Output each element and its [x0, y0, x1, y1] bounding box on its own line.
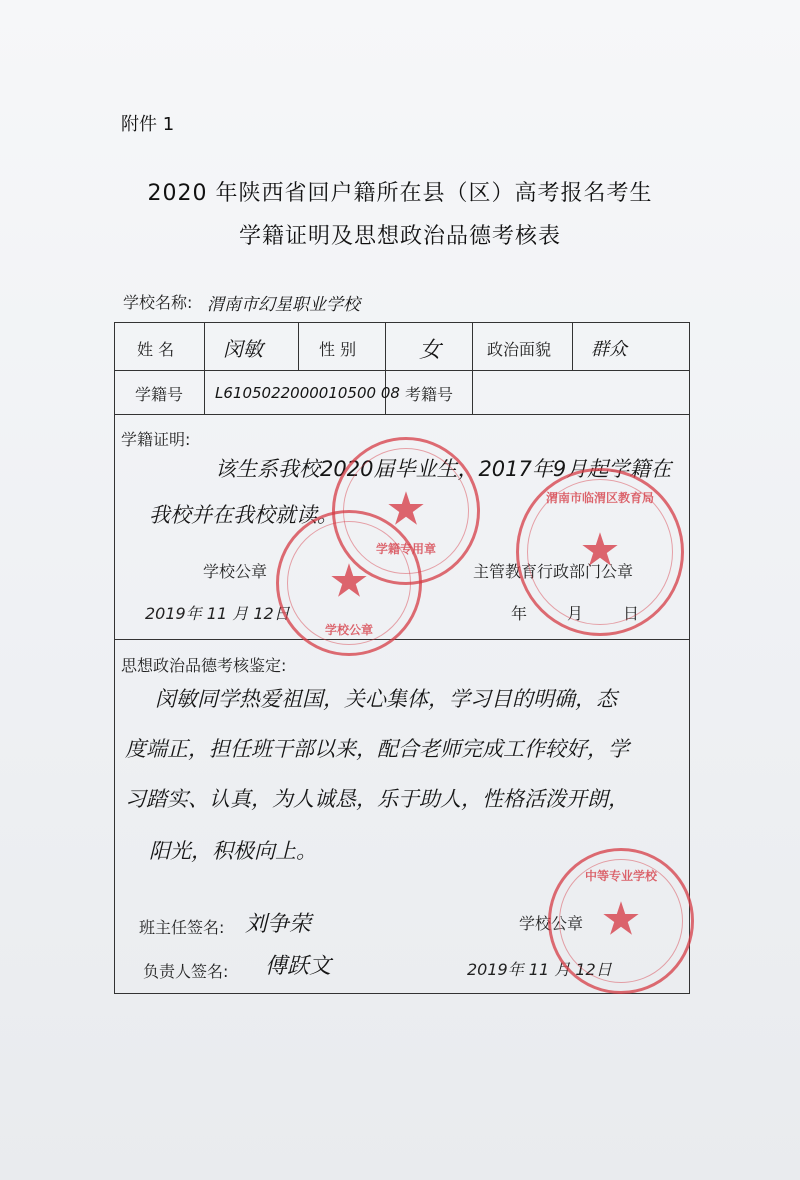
name-label: 姓 名 [137, 340, 175, 359]
form-title-line1: 2020 年陕西省回户籍所在县（区）高考报名考生 [147, 181, 653, 206]
name-value: 闵敏 [223, 337, 263, 361]
col-divider [472, 323, 473, 370]
teacher-sign-label: 班主任签名: [139, 918, 225, 937]
col-divider [572, 323, 573, 370]
evaluation-line3: 习踏实、认真，为人诚恳，乐于助人，性格活泼开朗， [125, 787, 629, 811]
col-divider [298, 323, 299, 370]
student-id-value: L6105022000010500 08 [215, 384, 400, 402]
gender-value: 女 [419, 338, 442, 363]
enrollment-text-line1: 该生系我校2020届毕业生，2017年9月起学籍在 [215, 457, 672, 481]
student-id-label: 学籍号 [135, 385, 184, 404]
exam-id-label: 考籍号 [405, 385, 454, 404]
seal-text: 学籍专用章 [375, 542, 436, 556]
seal-text: 中等专业学校 [584, 869, 657, 883]
enrollment-label: 学籍证明: [121, 430, 191, 449]
col-divider [472, 370, 473, 414]
dept-date-day: 日 [623, 604, 640, 623]
evaluation-date: 2019年 11 月 12日 [467, 960, 612, 979]
politics-value: 群众 [591, 339, 627, 360]
enrollment-date: 2019年 11 月 12日 [145, 604, 290, 623]
school-name-value: 渭南市幻星职业学校 [207, 295, 360, 315]
politics-label: 政治面貌 [487, 340, 552, 359]
seal-star-icon: ★ [385, 481, 427, 536]
row-divider [115, 414, 689, 415]
evaluation-line1: 闵敏同学热爱祖国，关心集体，学习目的明确，态 [155, 687, 617, 711]
school-seal-label: 学校公章 [203, 562, 268, 581]
evaluation-label: 思想政治品德考核鉴定: [121, 656, 287, 675]
school-name-label: 学校名称: [123, 293, 193, 312]
dept-date-year: 年 [511, 604, 528, 623]
enrollment-text-line2: 我校并在我校就读。 [149, 503, 338, 527]
col-divider [204, 323, 205, 414]
seal-text: 渭南市临渭区教育局 [545, 491, 654, 505]
row-divider [115, 370, 689, 371]
evaluation-line2: 度端正，担任班干部以来，配合老师完成工作较好，学 [125, 737, 629, 761]
evaluation-line4: 阳光，积极向上。 [149, 839, 317, 863]
dept-date-month: 月 [567, 604, 584, 623]
school-seal-stamp [276, 510, 422, 656]
teacher-signature: 刘争荣 [245, 912, 312, 937]
seal-star-icon: ★ [579, 522, 621, 577]
attachment-label: 附件 1 [121, 114, 175, 135]
form-title-line2: 学籍证明及思想政治品德考核表 [238, 224, 561, 249]
principal-sign-label: 负责人签名: [143, 962, 229, 981]
seal-star-icon: ★ [600, 891, 642, 946]
principal-signature: 傅跃文 [265, 954, 332, 979]
evaluation-seal-label: 学校公章 [519, 914, 584, 933]
seal-star-icon: ★ [328, 553, 370, 608]
seal-text: 学校公章 [324, 623, 373, 637]
evaluation-school-stamp [548, 848, 694, 994]
row-divider [115, 639, 689, 640]
education-bureau-stamp [516, 468, 684, 636]
gender-label: 性 别 [319, 340, 357, 359]
dept-seal-label: 主管教育行政部门公章 [473, 562, 634, 581]
